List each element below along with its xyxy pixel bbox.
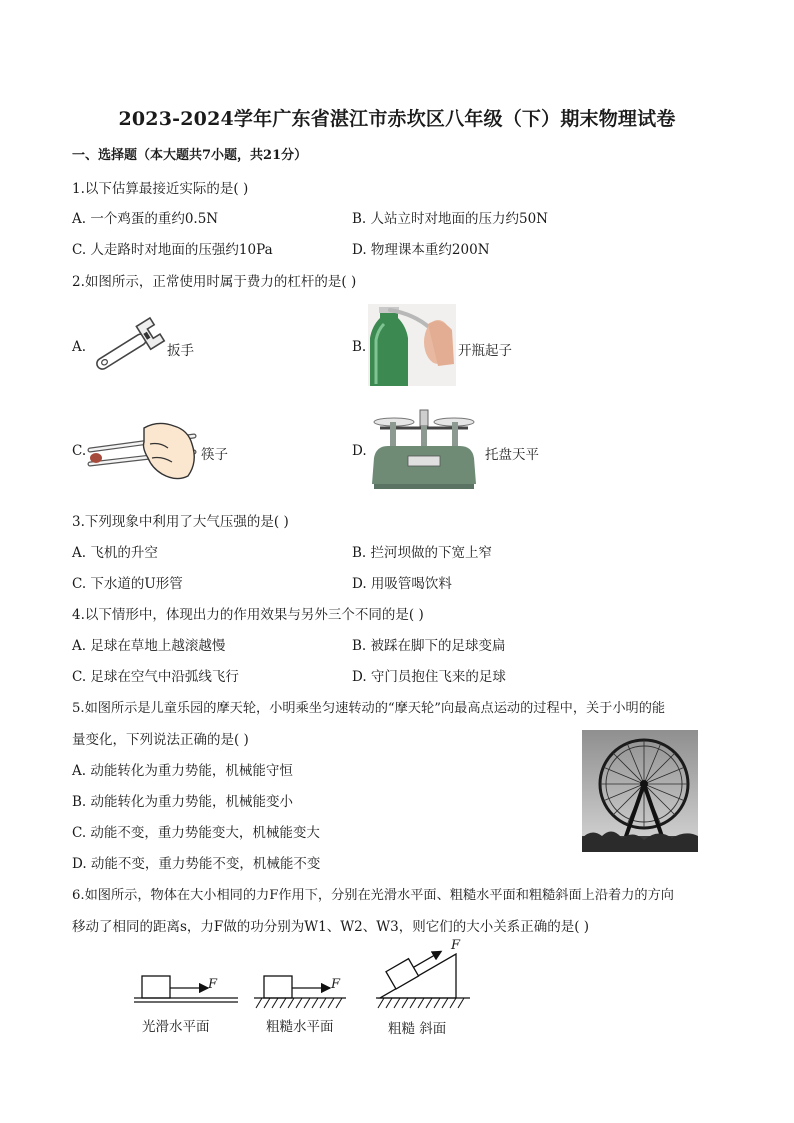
q2-stem: 2.如图所示，正常使用时属于费力的杠杆的是( ) bbox=[72, 274, 357, 290]
q1-option-b: B. 人站立时对地面的压力约50N bbox=[352, 211, 548, 227]
q4-option-a: A. 足球在草地上越滚越慢 bbox=[72, 638, 226, 654]
fig3-caption: 粗糙 斜面 bbox=[388, 1021, 447, 1037]
q4-option-d: D. 守门员抱住飞来的足球 bbox=[352, 669, 506, 685]
fig2-force-label: F bbox=[331, 977, 341, 992]
rough-surface-figure bbox=[254, 970, 364, 1014]
q2-option-b-label: 开瓶起子 bbox=[458, 343, 512, 359]
q2-option-a-label: 扳手 bbox=[167, 343, 194, 359]
balance-scale-photo bbox=[368, 406, 480, 492]
q3-option-c: C. 下水道的U形管 bbox=[72, 576, 183, 592]
fig1-caption: 光滑水平面 bbox=[142, 1019, 210, 1035]
q5-stem-line1: 5.如图所示是儿童乐园的摩天轮，小明乘坐匀速转动的“摩天轮”向最高点运动的过程中，关于小明的能 bbox=[72, 701, 666, 716]
q2-option-b-letter: B. bbox=[352, 339, 367, 355]
q2-option-d-label: 托盘天平 bbox=[485, 447, 539, 463]
fig1-force-label: F bbox=[208, 977, 218, 992]
q3-option-a: A. 飞机的升空 bbox=[72, 545, 158, 561]
q1-option-a: A. 一个鸡蛋的重约0.5N bbox=[72, 211, 219, 227]
q2-option-c-letter: C. bbox=[72, 443, 87, 459]
q5-option-b: B. 动能转化为重力势能，机械能变小 bbox=[72, 794, 294, 810]
wrench-image bbox=[88, 316, 168, 378]
fig2-caption: 粗糙水平面 bbox=[266, 1019, 334, 1035]
page-title: 2023-2024学年广东省湛江市赤坎区八年级（下）期末物理试卷 bbox=[118, 108, 676, 130]
q2-option-c-label: 筷子 bbox=[201, 447, 228, 463]
q6-stem-line2: 移动了相同的距离s，力F做的功分别为W1、W2、W3，则它们的大小关系正确的是( ) bbox=[72, 919, 590, 935]
q3-option-d: D. 用吸管喝饮料 bbox=[352, 576, 452, 592]
q5-option-c: C. 动能不变，重力势能变大，机械能变大 bbox=[72, 825, 320, 841]
q4-option-b: B. 被踩在脚下的足球变扁 bbox=[352, 638, 506, 654]
q1-option-c: C. 人走路时对地面的压强约10Pa bbox=[72, 242, 273, 258]
q2-option-a-letter: A. bbox=[72, 339, 87, 355]
q2-option-d-letter: D. bbox=[352, 443, 367, 459]
smooth-surface-figure bbox=[132, 970, 242, 1010]
q5-option-a: A. 动能转化为重力势能，机械能守恒 bbox=[72, 763, 293, 779]
q1-stem: 1.以下估算最接近实际的是( ) bbox=[72, 181, 249, 197]
q3-stem: 3.下列现象中利用了大气压强的是( ) bbox=[72, 514, 289, 530]
q4-stem: 4.以下情形中，体现出力的作用效果与另外三个不同的是( ) bbox=[72, 607, 424, 623]
bottle-opener-photo bbox=[368, 304, 456, 386]
q3-option-b: B. 拦河坝做的下宽上窄 bbox=[352, 545, 493, 561]
ferris-wheel-photo bbox=[582, 730, 698, 852]
q6-stem-line1: 6.如图所示，物体在大小相同的力F作用下，分别在光滑水平面、粗糙水平面和粗糙斜面上沿着力的方向 bbox=[72, 888, 674, 903]
q4-option-c: C. 足球在空气中沿弧线飞行 bbox=[72, 669, 239, 685]
q1-option-d: D. 物理课本重约200N bbox=[352, 242, 490, 258]
chopsticks-image bbox=[88, 418, 200, 484]
fig3-force-label: F bbox=[451, 938, 461, 953]
section-heading: 一、选择题（本大题共7小题，共21分） bbox=[72, 148, 308, 163]
q5-option-d: D. 动能不变，重力势能不变，机械能不变 bbox=[72, 856, 321, 872]
rough-incline-figure bbox=[376, 938, 476, 1018]
q5-stem-line2: 量变化，下列说法正确的是( ) bbox=[72, 732, 249, 748]
